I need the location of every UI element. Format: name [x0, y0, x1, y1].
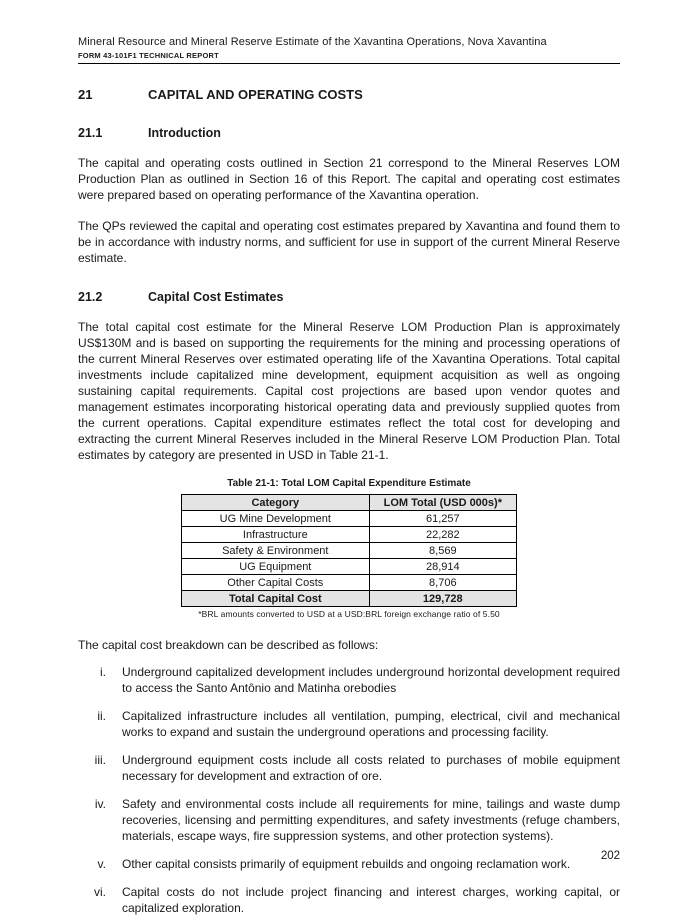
capital-expenditure-table [181, 494, 517, 607]
list-item-text: Underground equipment costs include all costs related to purchases of mobile equipment necessary for development and extraction of ore. [122, 753, 620, 783]
list-item-text: Other capital consists primarily of equipment rebuilds and ongoing reclamation work. [122, 857, 571, 871]
list-item-numeral: vi. [94, 885, 106, 899]
section-number: 21 [78, 87, 93, 102]
list-item [78, 664, 620, 696]
breakdown-list [78, 664, 620, 916]
table-row [182, 575, 517, 591]
list-item [78, 884, 620, 916]
list-item-numeral: iv. [94, 797, 106, 811]
list-item-text: Underground capitalized development includes underground horizontal development required to access the Santo Antônio and Matinha orebodies [122, 665, 620, 695]
table-row [182, 543, 517, 559]
table-header-row [182, 495, 517, 511]
category-cell: Safety & Environment [182, 543, 370, 559]
section-21-2-heading [78, 290, 620, 304]
table-caption: Table 21-1: Total LOM Capital Expenditure Estimate [227, 478, 471, 489]
column-header-category: Category [182, 495, 370, 511]
category-cell: Other Capital Costs [182, 575, 370, 591]
page-header [78, 36, 620, 64]
value-cell: 8,706 [369, 575, 516, 591]
list-item-numeral: v. [97, 857, 106, 871]
capital-table-block [181, 478, 517, 619]
table-row [182, 527, 517, 543]
table-total-row [182, 591, 517, 607]
section-title: Introduction [148, 126, 221, 140]
section-title: Capital Cost Estimates [148, 290, 284, 304]
breakdown-lead: The capital cost breakdown can be described as follows: [78, 638, 379, 652]
report-title: Mineral Resource and Mineral Reserve Estimate of the Xavantina Operations, Nova Xavantina [78, 36, 547, 48]
page-number: 202 [600, 850, 620, 862]
value-cell: 8,569 [369, 543, 516, 559]
form-subtitle: FORM 43-101F1 TECHNICAL REPORT [78, 51, 219, 60]
table-row [182, 559, 517, 575]
capital-cost-paragraph: The total capital cost estimate for the Mineral Reserve LOM Production Plan is approximately US$130M and is based on supporting the requirements for the mining and processing operations of the current Mineral Reserves over estimated operating life of the Xavantina Operations. Total capital investments include capitalized mine development, equipment acquisition as well as ongoing sustaining capital requirements. Capital cost projections are based upon vendor quotes and management estimates incorporating historical operating data and previously supplied quotes from the current operations. Capital expenditure estimates reflect the total cost for developing and extracting the current Mineral Reserves included in the Mineral Reserve LOM Production Plan. Total estimates by category are presented in USD in Table 21-1. [78, 320, 620, 462]
list-item [78, 856, 620, 872]
section-21-1-heading [78, 126, 620, 140]
category-cell: Infrastructure [182, 527, 370, 543]
table-footnote: *BRL amounts converted to USD at a USD:BRL foreign exchange ratio of 5.50 [198, 609, 500, 619]
list-item-text: Capital costs do not include project financing and interest charges, working capital, or capitalized exploration. [122, 885, 620, 915]
value-cell: 61,257 [369, 511, 516, 527]
list-item [78, 796, 620, 844]
value-cell: 28,914 [369, 559, 516, 575]
total-value-cell: 129,728 [369, 591, 516, 607]
section-21-heading [78, 87, 620, 102]
list-item [78, 752, 620, 784]
intro-paragraph-1: The capital and operating costs outlined in Section 21 correspond to the Mineral Reserves LOM Production Plan as outlined in Section 16 of this Report. The capital and operating cost estimates were prepared based on operating performance of the Xavantina operation. [78, 156, 620, 202]
section-number: 21.1 [78, 126, 103, 140]
header-divider [78, 63, 620, 64]
list-item-text: Safety and environmental costs include all requirements for mine, tailings and waste dump recoveries, licensing and permitting expenditures, and safety investments (refuge chambers, materials, escape ways, fire suppression systems, and other protection systems). [122, 797, 620, 843]
total-label-cell: Total Capital Cost [182, 591, 370, 607]
table-row [182, 511, 517, 527]
category-cell: UG Mine Development [182, 511, 370, 527]
list-item [78, 708, 620, 740]
section-number: 21.2 [78, 290, 103, 304]
section-title: CAPITAL AND OPERATING COSTS [148, 87, 363, 102]
list-item-numeral: ii. [97, 709, 106, 723]
value-cell: 22,282 [369, 527, 516, 543]
category-cell: UG Equipment [182, 559, 370, 575]
list-item-numeral: i. [100, 665, 106, 679]
list-item-text: Capitalized infrastructure includes all ventilation, pumping, electrical, civil and mechanical works to expand and sustain the underground operations and processing facility. [122, 709, 620, 739]
column-header-lom-total: LOM Total (USD 000s)* [369, 495, 516, 511]
intro-paragraph-2: The QPs reviewed the capital and operating cost estimates prepared by Xavantina and found them to be in accordance with industry norms, and sufficient for use in support of the current Mineral Reserve estimate. [78, 219, 620, 265]
list-item-numeral: iii. [94, 753, 106, 767]
